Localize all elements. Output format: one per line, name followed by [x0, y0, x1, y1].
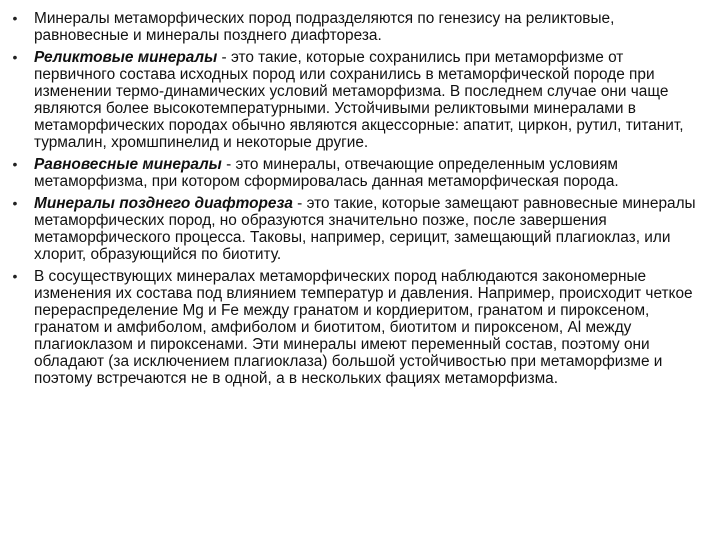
term-relict-minerals: Реликтовые минералы — [34, 49, 218, 66]
bullet-icon: • — [12, 195, 18, 211]
bullet-icon: • — [12, 268, 18, 284]
bullet-item-relict-minerals — [8, 49, 708, 151]
bullet-icon: • — [12, 156, 18, 172]
bullet-text: - это такие, которые замещают равновесные минералы метаморфических пород, но образуются значительно позже, после завершения метаморфического процесса. Таковы, например, серицит, замещающий плагиоклаз, или хлорит, образующийся по биотиту. — [34, 195, 696, 263]
bullet-text: В сосуществующих минералах метаморфических пород наблюдаются закономерные изменения их состава под влиянием температур и давления. Например, происходит четкое перераспределение Mg и Fe между гранатом и кордиеритом, гранатом и пироксеном, гранатом и амфиболом, амфиболом и биотитом, биотитом и пироксеном, Al между плагиоклазом и пироксенами. Эти минералы имеют переменный состав, поэтому они обладают (за исключением плагиоклаза) большой устойчивостью при метаморфизме и поэтому встречаются не в одной, а в нескольких фациях метаморфизма. — [34, 268, 693, 387]
bullet-text: - это такие, которые сохранились при метаморфизме от первичного состава исходных пород или сохранились в метаморфической породе при изменении термо-динамических условий метаморфизма. В последнем случае они чаще являются более высокотемпературными. Устойчивыми реликтовыми минералами в метаморфических породах обычно являются акцессорные: апатит, циркон, рутил, титанит, турмалин, хромшпинелид и некоторые другие. — [34, 49, 684, 151]
bullet-item-late-diaphthoresis — [8, 195, 708, 263]
bullet-text: Минералы метаморфических пород подразделяются по генезису на реликтовые, равновесные и минералы позднего диафтореза. — [34, 10, 615, 44]
term-equilibrium-minerals: Равновесные минералы — [34, 156, 222, 173]
bullet-item-genesis — [8, 10, 708, 44]
bullet-list — [8, 10, 708, 392]
bullet-icon: • — [12, 49, 18, 65]
bullet-item-equilibrium-minerals — [8, 156, 708, 190]
bullet-text: - это минералы, отвечающие определенным условиям метаморфизма, при котором сформировалась данная метаморфическая порода. — [34, 156, 619, 190]
bullet-icon: • — [12, 10, 18, 26]
term-late-diaphthoresis: Минералы позднего диафтореза — [34, 195, 293, 212]
bullet-item-composition-changes — [8, 268, 708, 387]
